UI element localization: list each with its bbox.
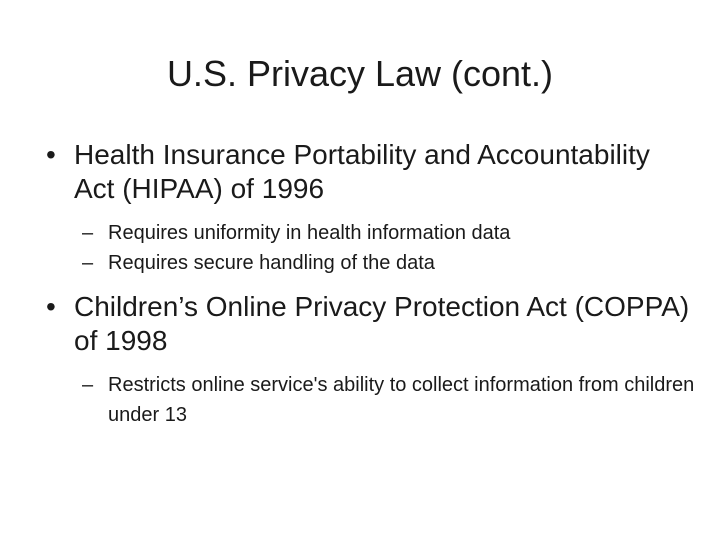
- spacer: [46, 278, 696, 290]
- bullet-text: Health Insurance Portability and Accountability Act (HIPAA) of 1996: [74, 139, 650, 204]
- subbullet-item: [82, 370, 696, 430]
- subbullet-text: Restricts online service's ability to collect information from children under 13: [108, 374, 695, 426]
- subbullet-text: Requires uniformity in health information data: [108, 222, 511, 244]
- subbullet-text: Requires secure handling of the data: [108, 252, 435, 274]
- bullet-marker: •: [46, 291, 56, 322]
- sublist-hipaa: [82, 218, 696, 278]
- slide-title: U.S. Privacy Law (cont.): [166, 53, 554, 94]
- bullet-coppa: [46, 290, 696, 358]
- bullet-text: Children’s Online Privacy Protection Act (COPPA) of 1998: [74, 291, 690, 356]
- bullet-marker: •: [46, 139, 56, 170]
- sublist-coppa: [82, 370, 696, 430]
- subbullet-marker: –: [82, 252, 94, 274]
- subbullet-item: [82, 218, 696, 248]
- bullet-hipaa: [46, 138, 696, 206]
- subbullet-item: [82, 248, 696, 278]
- subbullet-marker: –: [82, 374, 94, 396]
- slide-content: [46, 138, 696, 430]
- subbullet-marker: –: [82, 222, 94, 244]
